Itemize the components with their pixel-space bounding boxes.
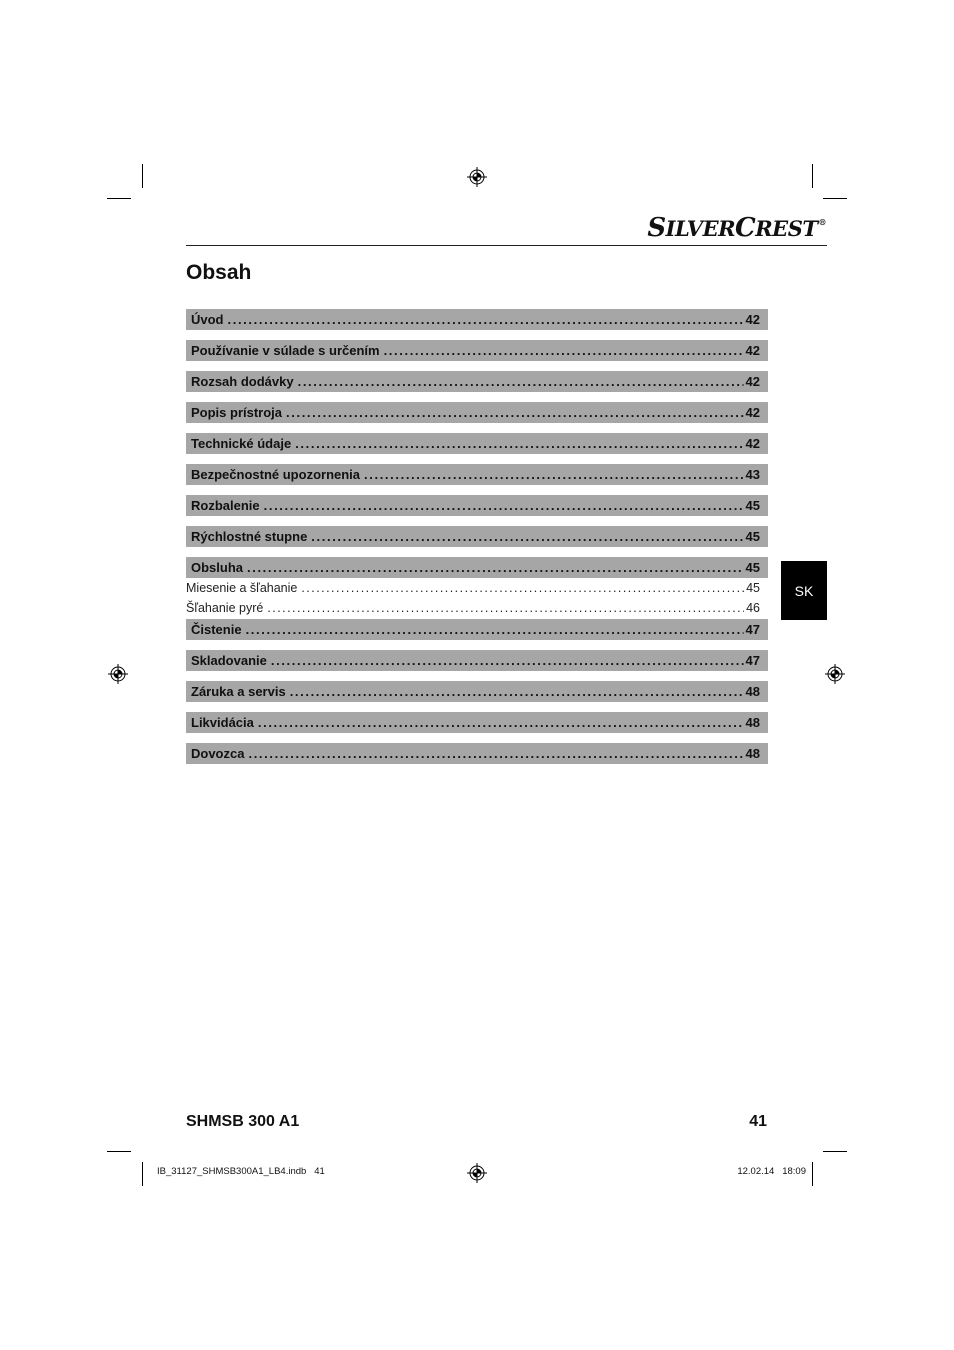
toc-subentry[interactable] <box>186 599 768 617</box>
toc-entry-page: 42 <box>745 436 760 451</box>
toc-entry-label: Rýchlostné stupne <box>191 529 308 544</box>
toc-entry-label: Likvidácia <box>191 715 254 730</box>
toc-entry[interactable] <box>186 557 768 578</box>
toc-entry[interactable] <box>186 619 768 640</box>
crop-mark <box>107 198 131 199</box>
toc-entry-page: 47 <box>745 622 760 637</box>
crop-mark <box>823 198 847 199</box>
toc-entry-label: Dovozca <box>191 746 245 761</box>
toc-leader-dots <box>271 653 744 668</box>
toc-leader-dots <box>301 581 744 595</box>
toc-leader-dots <box>298 374 744 389</box>
registration-mark-icon <box>108 664 128 684</box>
model-number: SHMSB 300 A1 <box>186 1113 300 1130</box>
crop-mark <box>107 1151 131 1152</box>
registration-mark-icon <box>467 167 487 187</box>
toc-entry-page: 48 <box>745 746 760 761</box>
language-tab: SK <box>781 561 827 620</box>
toc-entry-page: 42 <box>745 343 760 358</box>
toc-entry-label: Záruka a servis <box>191 684 286 699</box>
toc-entry-label: Čistenie <box>191 622 242 637</box>
toc-entry-label: Rozsah dodávky <box>191 374 294 389</box>
toc-leader-dots <box>384 343 744 358</box>
toc-leader-dots <box>267 601 744 615</box>
print-slug-date: 12.02.14 18:09 <box>737 1166 806 1177</box>
toc-subentry[interactable] <box>186 579 768 597</box>
crop-mark <box>142 164 143 188</box>
toc-leader-dots <box>248 746 743 761</box>
page-title: Obsah <box>186 261 252 284</box>
toc-leader-dots <box>264 498 744 513</box>
toc-entry-label: Bezpečnostné upozornenia <box>191 467 361 482</box>
toc-leader-dots <box>228 312 744 327</box>
toc-entry-label: Popis prístroja <box>191 405 283 420</box>
toc-entry-page: 45 <box>745 529 760 544</box>
toc-entry-label: Obsluha <box>191 560 244 575</box>
toc-entry[interactable] <box>186 495 768 516</box>
page-number: 41 <box>749 1113 767 1130</box>
toc-entry[interactable] <box>186 743 768 764</box>
toc-entry[interactable] <box>186 309 768 330</box>
toc-entry-label: Rozbalenie <box>191 498 260 513</box>
header-rule <box>186 245 827 246</box>
toc-entry-page: 47 <box>745 653 760 668</box>
toc-entry-page: 45 <box>745 560 760 575</box>
toc-leader-dots <box>295 436 743 451</box>
toc-leader-dots <box>311 529 743 544</box>
registration-mark-icon <box>467 1163 487 1183</box>
toc-entry[interactable] <box>186 650 768 671</box>
toc-entry-label: Miesenie a šľahanie <box>186 581 298 595</box>
toc-leader-dots <box>247 560 744 575</box>
toc-entry-label: Úvod <box>191 312 224 327</box>
brand-text: REST <box>755 216 818 241</box>
crop-mark <box>823 1151 847 1152</box>
toc-entry[interactable] <box>186 464 768 485</box>
toc-leader-dots <box>364 467 744 482</box>
crop-mark <box>812 164 813 188</box>
toc-entry-page: 48 <box>745 684 760 699</box>
toc-entry-page: 45 <box>746 581 760 595</box>
toc-entry-page: 48 <box>745 715 760 730</box>
brand-letter: S <box>647 213 666 243</box>
registered-mark: ® <box>818 217 826 227</box>
toc-entry-page: 42 <box>745 374 760 389</box>
toc-entry-page: 46 <box>746 601 760 615</box>
print-slug-file: IB_31127_SHMSB300A1_LB4.indb 41 <box>157 1166 325 1177</box>
toc-entry[interactable] <box>186 402 768 423</box>
toc-entry-label: Používanie v súlade s určením <box>191 343 380 358</box>
toc-leader-dots <box>258 715 744 730</box>
toc-entry[interactable] <box>186 712 768 733</box>
toc-entry-label: Technické údaje <box>191 436 292 451</box>
registration-mark-icon <box>825 664 845 684</box>
toc-entry-page: 42 <box>745 312 760 327</box>
crop-mark <box>142 1162 143 1186</box>
toc-entry[interactable] <box>186 433 768 454</box>
toc-entry-page: 42 <box>745 405 760 420</box>
toc-entry[interactable] <box>186 340 768 361</box>
brand-logo <box>647 213 826 243</box>
brand-letter: C <box>735 213 756 243</box>
toc-entry[interactable] <box>186 526 768 547</box>
toc-leader-dots <box>286 405 744 420</box>
toc-entry-label: Šľahanie pyré <box>186 601 264 615</box>
crop-mark <box>812 1162 813 1186</box>
toc-leader-dots <box>290 684 744 699</box>
brand-text: ILVER <box>665 216 736 241</box>
toc-entry[interactable] <box>186 371 768 392</box>
toc-entry-page: 45 <box>745 498 760 513</box>
toc-leader-dots <box>246 622 744 637</box>
toc-entry[interactable] <box>186 681 768 702</box>
toc-entry-page: 43 <box>745 467 760 482</box>
toc-entry-label: Skladovanie <box>191 653 267 668</box>
